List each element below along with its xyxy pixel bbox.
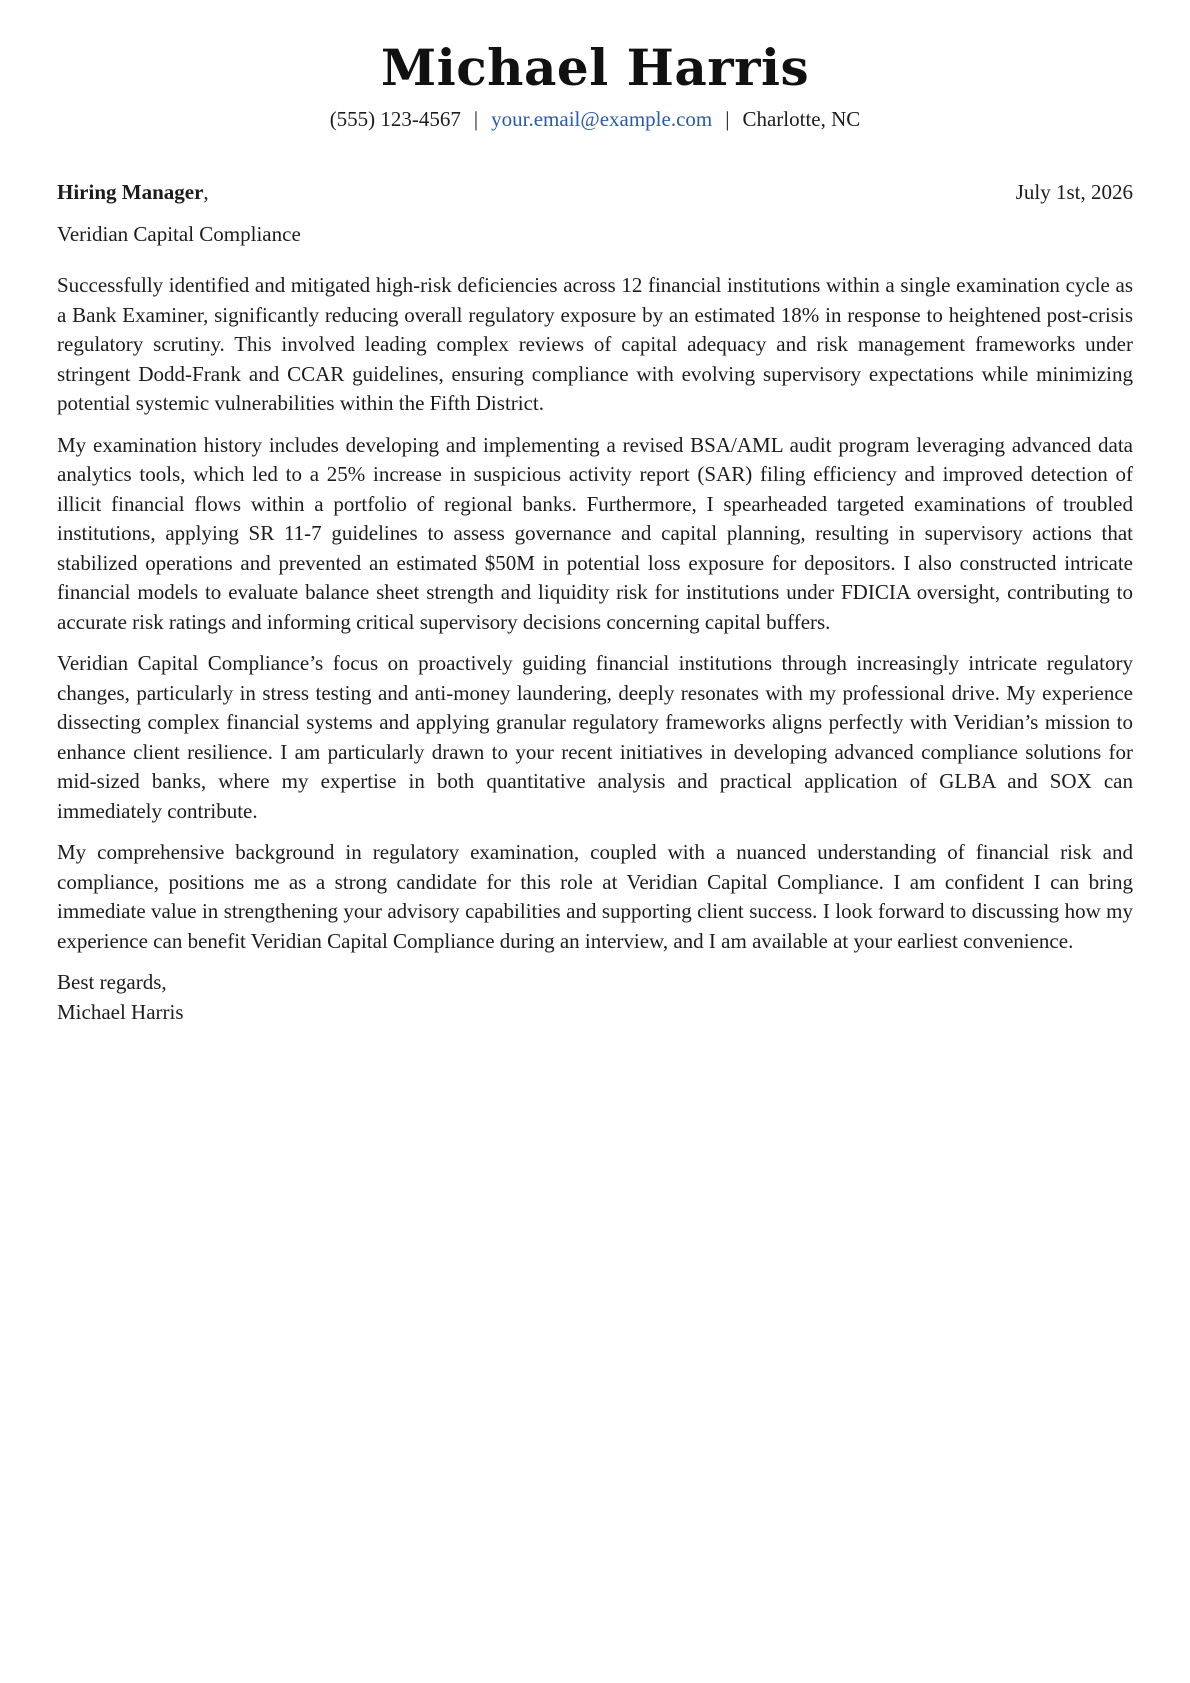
contact-line <box>0 106 1190 132</box>
closing-signature: Michael Harris <box>57 999 184 1024</box>
body-paragraph: Veridian Capital Compliance’s focus on proactively guiding financial institutions through increasingly intricate regulatory changes, particularly in stress testing and anti-money laundering, deeply resonates with my professional drive. My experience dissecting complex financial systems and applying granular regulatory frameworks aligns perfectly with Veridian’s mission to enhance client resilience. I am particularly drawn to your recent initiatives in developing advanced compliance solutions for mid-sized banks, where my expertise in both quantitative analysis and practical application of GLBA and SOX can immediately contribute. <box>57 651 1133 823</box>
body-paragraph: Successfully identified and mitigated high-risk deficiencies across 12 financial institutions within a single examination cycle as a Bank Examiner, significantly reducing overall regulatory exposure by an estimated 18% in response to heightened post-crisis regulatory scrutiny. This involved leading complex reviews of capital adequacy and risk management frameworks under stringent Dodd-Frank and CCAR guidelines, ensuring compliance with evolving supervisory expectations while minimizing potential systemic vulnerabilities within the Fifth District. <box>57 273 1133 415</box>
letter-date: July 1st, 2026 <box>1015 180 1133 204</box>
recipient-name: Hiring Manager <box>57 180 204 204</box>
recipient-line <box>57 178 209 208</box>
contact-separator: | <box>725 107 730 131</box>
closing-salutation: Best regards, <box>57 970 167 994</box>
email-link[interactable]: your.email@example.com <box>491 107 713 131</box>
closing-block <box>57 968 1133 1027</box>
phone-number: (555) 123-4567 <box>329 107 461 131</box>
sender-name: Michael Harris <box>380 38 810 97</box>
letter-body <box>57 178 1133 1027</box>
letter-paragraphs <box>57 271 1133 956</box>
body-paragraph: My comprehensive background in regulatory examination, coupled with a nuanced understanding of financial risk and compliance, positions me as a strong candidate for this role at Veridian Capital Compliance. I am confident I can bring immediate value in strengthening your advisory capabilities and supporting client success. I look forward to discussing how my experience can benefit Veridian Capital Compliance during an interview, and I am available at your earliest convenience. <box>57 840 1133 953</box>
recipient-company: Veridian Capital Compliance <box>57 221 301 246</box>
recipient-row <box>57 178 1133 208</box>
body-paragraph: My examination history includes developing and implementing a revised BSA/AML audit program leveraging advanced data analytics tools, which led to a 25% increase in suspicious activity report (SAR) filing efficiency and improved detection of illicit financial flows within a portfolio of regional banks. Furthermore, I spearheaded targeted examinations of troubled institutions, applying SR 11-7 guidelines to assess governance and capital planning, resulting in supervisory actions that stabilized operations and prevented an estimated $50M in potential loss exposure for depositors. I also constructed intricate financial models to evaluate balance sheet strength and liquidity risk for institutions under FDICIA oversight, contributing to accurate risk ratings and informing critical supervisory decisions concerning capital buffers. <box>57 432 1133 634</box>
recipient-comma: , <box>203 180 209 204</box>
letter-header <box>0 38 1190 132</box>
contact-separator: | <box>473 107 479 131</box>
location: Charlotte, NC <box>742 107 861 131</box>
